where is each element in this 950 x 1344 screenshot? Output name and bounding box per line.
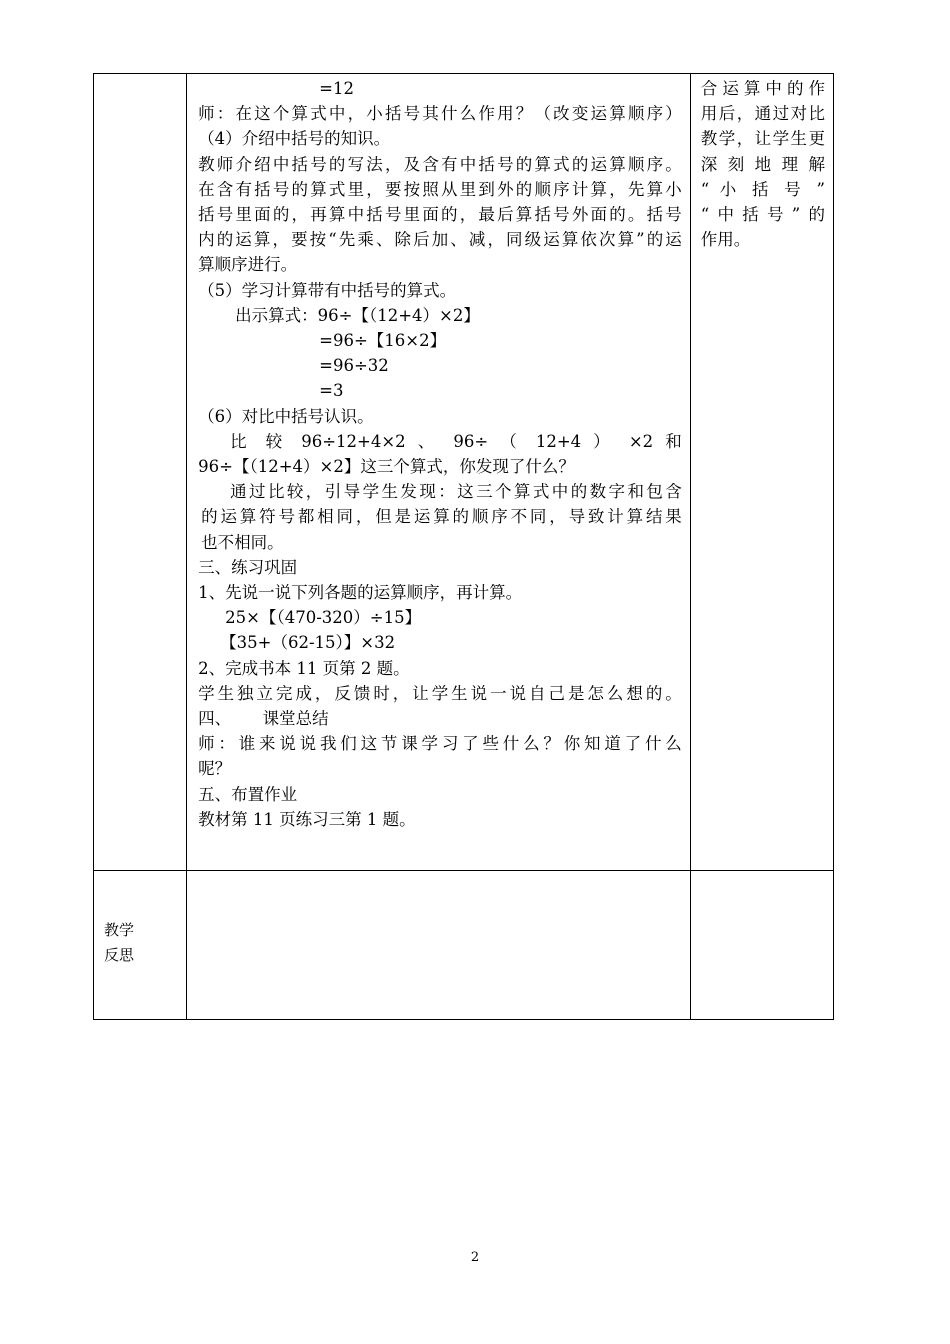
page-number: 2 — [470, 1250, 480, 1265]
text-line: 师：谁来说说我们这节课学习了些什么？你知道了什么 — [198, 734, 682, 754]
reflection-row — [94, 871, 834, 1020]
side-line: 用后，通过对比 — [700, 104, 825, 124]
text-line: 在含有括号的算式里，要按照从里到外的顺序计算，先算小 — [198, 179, 682, 199]
text-line: 的运算符号都相同，但是运算的顺序不同，导致计算结果 — [201, 507, 682, 527]
side-line: 深 刻 地 理 解 — [700, 154, 825, 174]
text-line: 算顺序进行。 — [198, 255, 298, 275]
text-line: 1、先说一说下列各题的运算顺序，再计算。 — [198, 583, 523, 603]
formula-line: 【35+（62-15）】×32 — [220, 633, 396, 653]
side-line: “中括号”的 — [700, 205, 825, 225]
design-intent-cell — [690, 74, 833, 871]
text-line: 内的运算，要按“先乘、除后加、减，同级运算依次算”的运 — [198, 230, 682, 250]
text-line: 比 较 96÷12+4×2 、 96÷ （ 12+4 ） ×2 和 — [230, 431, 682, 451]
text-line: （5）学习计算带有中括号的算式。 — [198, 280, 457, 300]
formula-line: =96÷32 — [319, 356, 389, 376]
text-line: 师：在这个算式中，小括号其什么作用？（改变运算顺序） — [198, 104, 682, 124]
teaching-process-text — [187, 74, 690, 832]
text-line: 呢？ — [198, 759, 232, 779]
empty-label-cell — [94, 74, 187, 871]
text-line: 2、完成书本 11 页第 2 题。 — [198, 658, 410, 678]
reflection-label-line: 反思 — [104, 946, 135, 964]
text-line: 教材第 11 页练习三第 1 题。 — [198, 809, 416, 829]
formula-line: 出示算式：96÷【（12+4）×2】 — [235, 305, 480, 325]
text-line: 通过比较，引导学生发现：这三个算式中的数字和包含 — [230, 482, 682, 502]
side-line: 作用。 — [700, 230, 751, 250]
formula-line: 25×【（470-320）÷15】 — [225, 608, 422, 628]
text-line: 学生独立完成，反馈时，让学生说一说自己是怎么想的。 — [198, 683, 682, 703]
reflection-label-cell — [94, 871, 187, 1020]
side-line: 教学，让学生更 — [700, 129, 825, 149]
text-line: （4）介绍中括号的知识。 — [198, 129, 391, 149]
reflection-label-line: 教学 — [104, 921, 135, 939]
text-line: 括号里面的，再算中括号里面的，最后算括号外面的。括号 — [198, 205, 682, 225]
section-heading: 三、练习巩固 — [198, 557, 298, 577]
lesson-plan-table — [93, 73, 834, 1020]
text-line: 教师介绍中括号的写法，及含有中括号的算式的运算顺序。 — [198, 154, 682, 174]
teaching-process-cell — [187, 74, 691, 871]
process-row — [94, 74, 834, 871]
text-line: 96÷【（12+4）×2】这三个算式，你发现了什么？ — [198, 457, 575, 477]
reflection-notes-cell — [690, 871, 833, 1020]
side-line: “ 小 括 号 ” — [700, 179, 825, 199]
side-line: 合运算中的作 — [700, 79, 825, 98]
formula-line: =3 — [319, 381, 344, 401]
text-line: =12 — [319, 79, 354, 98]
design-intent-text — [691, 74, 833, 252]
text-line: （6）对比中括号认识。 — [198, 406, 374, 426]
reflection-label — [94, 871, 186, 968]
formula-line: =96÷【16×2】 — [319, 331, 447, 351]
text-line: 也不相同。 — [201, 532, 284, 552]
reflection-content-cell — [187, 871, 691, 1020]
section-heading: 五、布置作业 — [198, 784, 298, 804]
section-heading: 四、 课堂总结 — [198, 709, 329, 729]
